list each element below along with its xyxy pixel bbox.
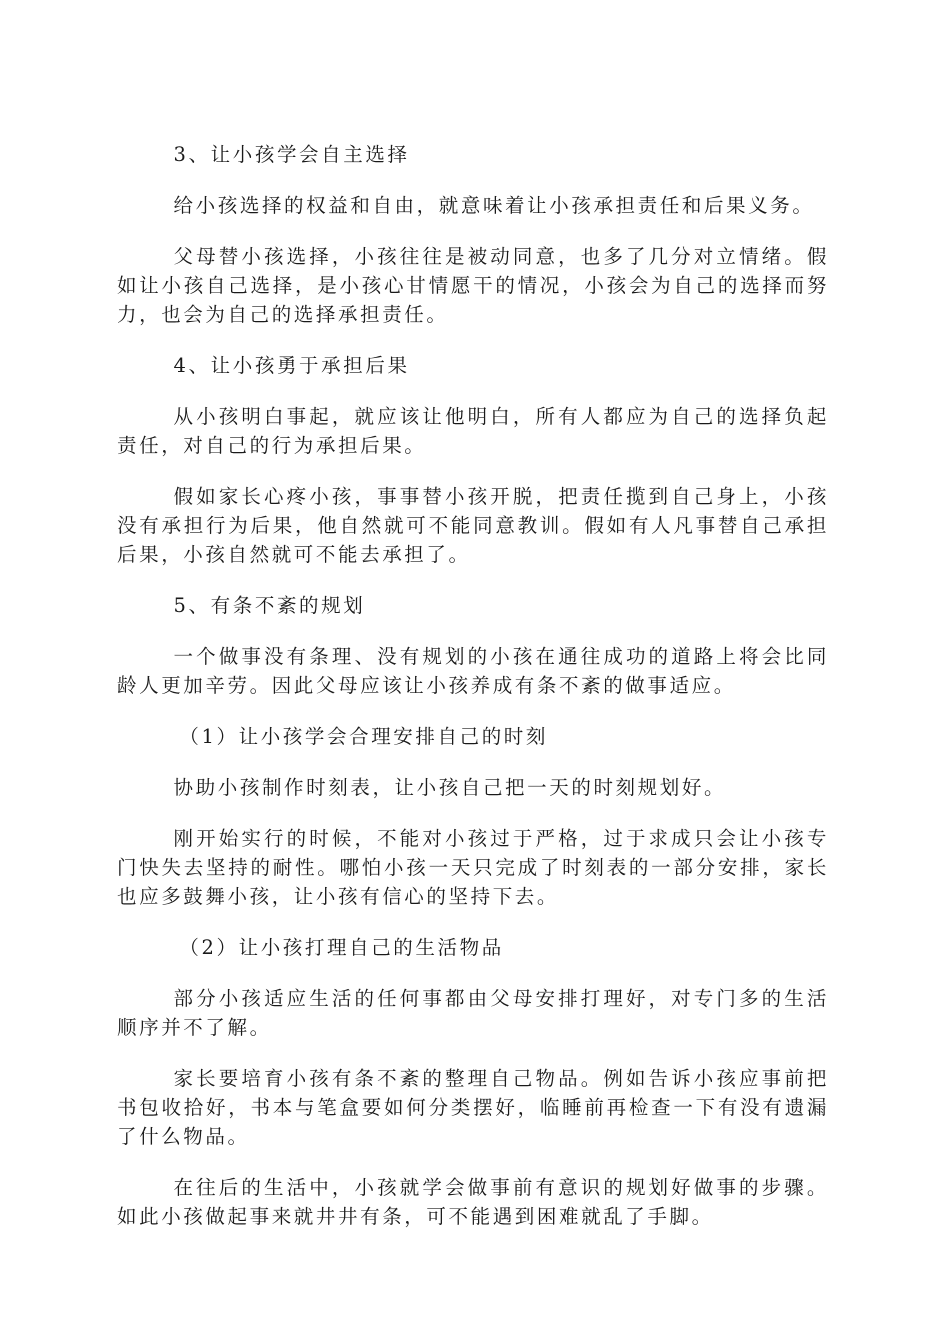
paragraph: 协助小孩制作时刻表，让小孩自己把一天的时刻规划好。 — [173, 776, 727, 799]
section-heading: 4、让小孩勇于承担后果 — [173, 354, 410, 377]
paragraph: 刚开始实行的时候，不能对小孩过于严格，过于求成只会让小孩专门快失去坚持的耐性。哪怕小孩一天只完成了时刻表的一部分安排，家长也应多鼓舞小孩，让小孩有信心的坚持下去。 — [117, 827, 829, 908]
paragraph: 给小孩选择的权益和自由，就意味着让小孩承担责任和后果义务。 — [173, 194, 815, 217]
section-heading: 3、让小孩学会自主选择 — [173, 143, 410, 166]
paragraph: 家长要培育小孩有条不紊的整理自己物品。例如告诉小孩应事前把书包收拾好，书本与笔盒要如何分类摆好，临睡前再检查一下有没有遗漏了什么物品。 — [117, 1067, 829, 1148]
paragraph: 从小孩明白事起，就应该让他明白，所有人都应为自己的选择负起责任，对自己的行为承担后果。 — [117, 405, 829, 457]
paragraph: 假如家长心疼小孩，事事替小孩开脱，把责任揽到自己身上，小孩没有承担行为后果，他自然就可不能同意教训。假如有人凡事替自己承担后果，小孩自然就可不能去承担了。 — [117, 485, 829, 566]
paragraph: 部分小孩适应生活的任何事都由父母安排打理好，对专门多的生活顺序并不了解。 — [117, 987, 829, 1039]
section-heading: 5、有条不紊的规划 — [173, 594, 366, 617]
subsection-heading: （2）让小孩打理自己的生活物品 — [179, 936, 504, 959]
subsection-heading: （1）让小孩学会合理安排自己的时刻 — [179, 725, 548, 748]
paragraph: 一个做事没有条理、没有规划的小孩在通往成功的道路上将会比同龄人更加辛劳。因此父母应该让小孩养成有条不紊的做事适应。 — [117, 645, 829, 697]
paragraph: 父母替小孩选择，小孩往往是被动同意，也多了几分对立情绪。假如让小孩自己选择，是小孩心甘情愿干的情况，小孩会为自己的选择而努力，也会为自己的选择承担责任。 — [117, 245, 829, 326]
paragraph: 在往后的生活中，小孩就学会做事前有意识的规划好做事的步骤。如此小孩做起事来就井井有条，可不能遇到困难就乱了手脚。 — [117, 1176, 829, 1228]
document-body — [117, 140, 829, 1253]
